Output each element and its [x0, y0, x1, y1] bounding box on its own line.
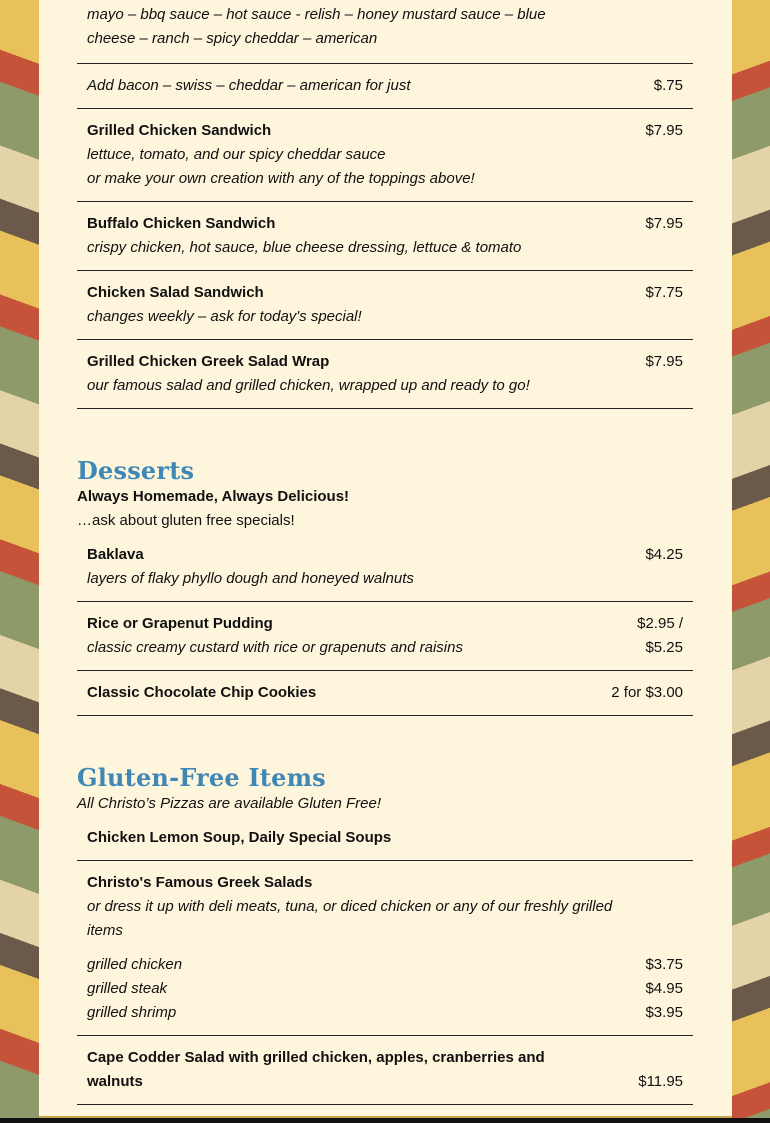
item-price: $7.95: [645, 122, 683, 139]
item-price: $4.25: [645, 546, 683, 563]
item-desc: layers of flaky phyllo dough and honeyed walnuts: [87, 570, 414, 587]
menu-item: [77, 1036, 693, 1105]
right-pattern: [732, 0, 770, 1123]
item-price: 2 for $3.00: [611, 684, 683, 701]
toppings-line: mayo – bbq sauce – hot sauce - relish – honey mustard sauce – blue: [87, 6, 546, 23]
item-name: Chicken Salad Sandwich: [87, 284, 264, 301]
item-desc: items: [87, 922, 123, 939]
item-desc: or dress it up with deli meats, tuna, or diced chicken or any of our freshly grilled: [87, 898, 613, 915]
option-name: grilled steak: [87, 980, 168, 997]
item-price: $7.95: [645, 215, 683, 232]
section-note: All Christo’s Pizzas are available Gluten Free!: [77, 795, 382, 812]
item-name: Baklava: [87, 546, 144, 563]
item-name: Grilled Chicken Greek Salad Wrap: [87, 353, 330, 370]
menu-item: [77, 671, 693, 716]
menu-item: [77, 271, 693, 340]
option-row: [87, 1001, 683, 1025]
item-price: $7.95: [645, 353, 683, 370]
addon-text: Add bacon – swiss – cheddar – american for just: [87, 77, 411, 94]
addon-price: $.75: [653, 77, 683, 94]
item-price: $7.75: [645, 284, 683, 301]
bottom-bar: [0, 1118, 770, 1123]
item-desc: or make your own creation with any of the toppings above!: [87, 170, 475, 187]
option-row: [87, 977, 683, 1001]
item-name: Chicken Lemon Soup, Daily Special Soups: [87, 829, 392, 846]
item-name: Christo's Famous Greek Salads: [87, 874, 313, 891]
menu-item: [77, 861, 693, 1036]
item-name: walnuts: [87, 1073, 143, 1090]
price-large: $5.25: [645, 639, 683, 656]
item-desc: our famous salad and grilled chicken, wrapped up and ready to go!: [87, 377, 530, 394]
option-price: $3.95: [645, 1004, 683, 1021]
option-price: $4.95: [645, 980, 683, 997]
item-name: Classic Chocolate Chip Cookies: [87, 684, 317, 701]
item-name: Buffalo Chicken Sandwich: [87, 215, 276, 232]
section-title: Desserts: [77, 456, 195, 485]
option-name: grilled shrimp: [87, 1004, 177, 1021]
left-pattern: [0, 0, 39, 1123]
section-note: …ask about gluten free specials!: [77, 512, 295, 529]
item-price: $11.95: [638, 1073, 683, 1090]
menu-item: [77, 109, 693, 202]
menu-item: [77, 602, 693, 671]
toppings-line: cheese – ranch – spicy cheddar – american: [87, 30, 378, 47]
section-tagline: Always Homemade, Always Delicious!: [77, 488, 350, 505]
gluten-free-section: [77, 764, 693, 1105]
item-desc: lettuce, tomato, and our spicy cheddar sauce: [87, 146, 386, 163]
menu-item: [77, 202, 693, 271]
item-name: Cape Codder Salad with grilled chicken, apples, cranberries and: [87, 1049, 545, 1066]
desserts-section: [77, 457, 693, 716]
menu-item: [77, 533, 693, 602]
option-price: $3.75: [645, 956, 683, 973]
menu-content: [77, 0, 693, 1105]
menu-item: [77, 340, 693, 409]
item-name: Grilled Chicken Sandwich: [87, 122, 272, 139]
item-desc: changes weekly – ask for today's special!: [87, 308, 362, 325]
price-small: $2.95 /: [637, 615, 683, 632]
section-title: Gluten-Free Items: [77, 763, 326, 792]
item-price: [637, 612, 683, 660]
addon-row: [77, 64, 693, 109]
item-desc: classic creamy custard with rice or grapenuts and raisins: [87, 639, 463, 656]
item-desc: crispy chicken, hot sauce, blue cheese dressing, lettuce & tomato: [87, 239, 522, 256]
item-name: Rice or Grapenut Pudding: [87, 615, 273, 632]
option-name: grilled chicken: [87, 956, 183, 973]
toppings-row: [77, 0, 693, 64]
option-row: [87, 953, 683, 977]
menu-item: [77, 816, 693, 861]
